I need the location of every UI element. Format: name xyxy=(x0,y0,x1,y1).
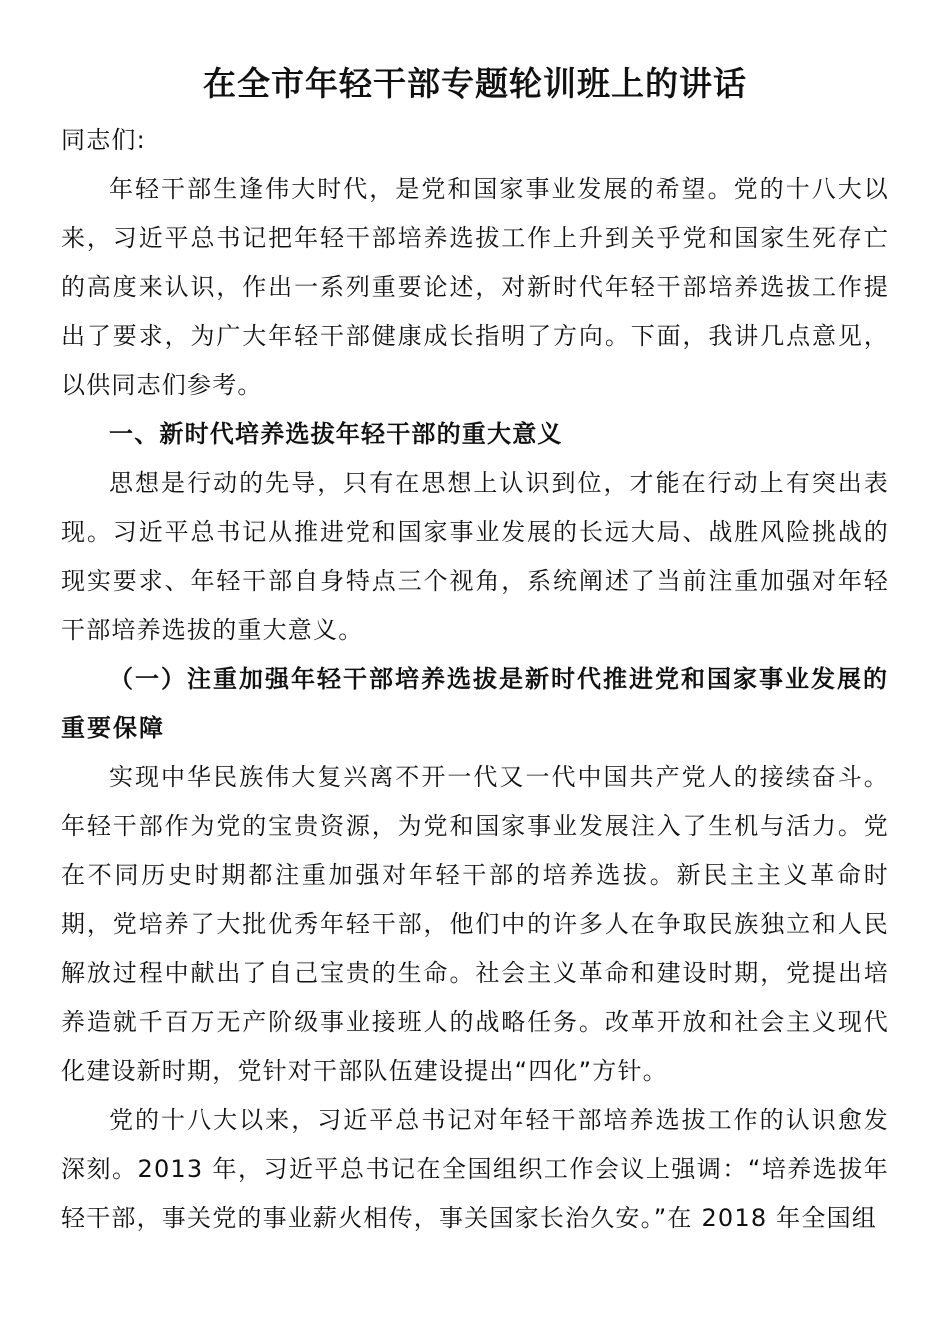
intro-paragraph: 年轻干部生逢伟大时代，是党和国家事业发展的希望。党的十八大以来，习近平总书记把年轻干部培养选拔工作上升到关乎党和国家生死存亡的高度来认识，作出一系列重要论述，对新时代年轻干部培养选拔工作提出了要求，为广大年轻干部健康成长指明了方向。下面，我讲几点意见，以供同志们参考。 xyxy=(61,175,889,399)
salutation: 同志们: xyxy=(61,126,146,154)
subsection-1-paragraph-1: 实现中华民族伟大复兴离不开一代又一代中国共产党人的接续奋斗。年轻干部作为党的宝贵资源，为党和国家事业发展注入了生机与活力。党在不同历史时期都注重加强对年轻干部的培养选拔。新民主主义革命时期，党培养了大批优秀年轻干部，他们中的许多人在争取民族独立和人民解放过程中献出了自己宝贵的生命。社会主义革命和建设时期，党提出培养造就千百万无产阶级事业接班人的战略任务。改革开放和社会主义现代化建设新时期，党针对干部队伍建设提出“四化”方针。 xyxy=(61,763,889,1085)
section-1-paragraph: 思想是行动的先导，只有在思想上认识到位，才能在行动上有突出表现。习近平总书记从推进党和国家事业发展的长远大局、战胜风险挑战的现实要求、年轻干部自身特点三个视角，系统阐述了当前注重加强对年轻干部培养选拔的重大意义。 xyxy=(61,469,889,644)
subsection-1-paragraph-2: 党的十八大以来，习近平总书记对年轻干部培养选拔工作的认识愈发深刻。2013 年，习近平总书记在全国组织工作会议上强调：“培养选拔年轻干部，事关党的事业薪火相传，事关国家长治久安。”在 2018 年全国组 xyxy=(61,1106,889,1232)
document-title: 在全市年轻干部专题轮训班上的讲话 xyxy=(203,64,747,103)
subsection-1-heading: （一）注重加强年轻干部培养选拔是新时代推进党和国家事业发展的重要保障 xyxy=(61,665,889,742)
document-body xyxy=(61,116,889,1243)
section-1-heading: 一、新时代培养选拔年轻干部的重大意义 xyxy=(109,420,563,448)
